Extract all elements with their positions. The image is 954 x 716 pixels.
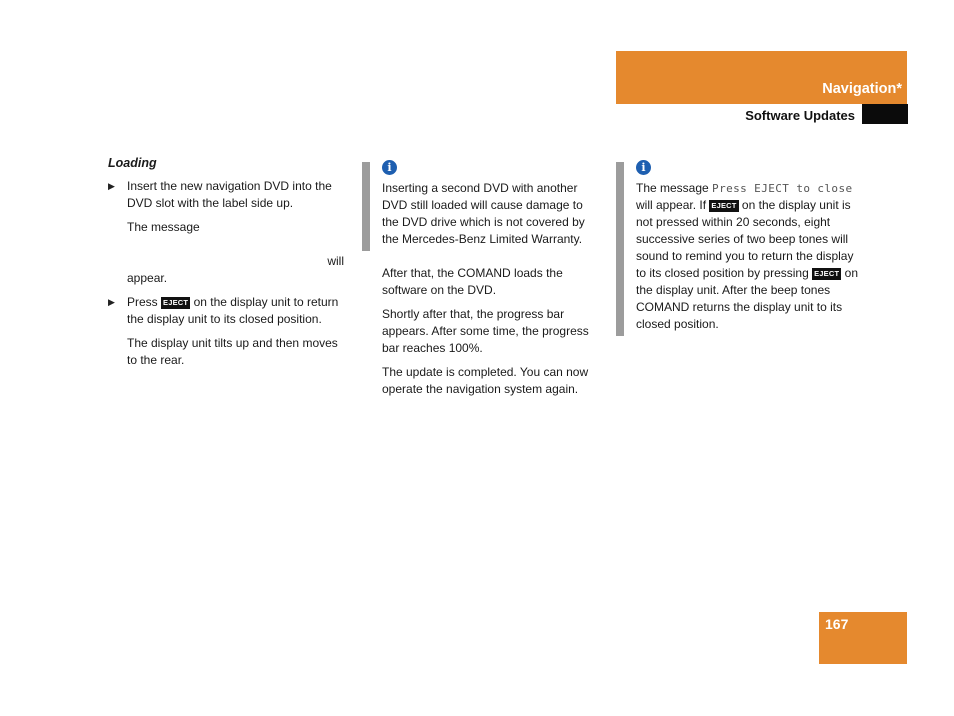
section-title: Navigation*: [822, 81, 902, 97]
note-prefix: The message: [127, 220, 200, 234]
paragraph-progress: Shortly after that, the progress bar appears. After some time, the progress bar reaches 100%.: [382, 307, 589, 355]
paragraph-loads: After that, the COMAND loads the software on the DVD.: [382, 266, 563, 297]
left-column: [108, 155, 344, 376]
paragraph-complete: The update is completed. You can now operate the navigation system again.: [382, 365, 589, 396]
info-text-1: will appear. If: [636, 198, 707, 212]
message-note: [108, 219, 344, 287]
note-appear: appear.: [127, 271, 168, 285]
step-press-eject: [108, 294, 344, 328]
page-number: 167: [825, 616, 849, 632]
arrow-bullet-icon: ▶: [108, 181, 115, 191]
step-prefix: Press: [127, 295, 158, 309]
step-text: [127, 294, 344, 328]
info-text-2: on the display unit is not pressed within 20 seconds, eight successive series of two beep tones will sound to remind you to return the display to its closed position by pressing: [636, 198, 854, 280]
arrow-bullet-icon: ▶: [108, 297, 115, 307]
info-text: [636, 180, 858, 333]
step-text: Insert the new navigation DVD into the DVD slot with the label side up.: [127, 179, 332, 210]
info-icon: i: [382, 160, 397, 175]
info-sidebar: [616, 162, 624, 336]
note-will: will: [327, 254, 344, 268]
warning-text: Inserting a second DVD with another DVD still loaded will cause damage to the DVD drive which is not covered by the Mercedes-Benz Limited Warranty.: [382, 181, 585, 246]
info-icon: i: [636, 160, 651, 175]
note-text: [127, 219, 344, 236]
loading-heading: Loading: [108, 156, 157, 170]
subsection-title: Software Updates: [745, 108, 855, 123]
info-sidebar: [362, 162, 370, 251]
header-marker: [862, 104, 908, 124]
step-insert-dvd: [108, 178, 344, 212]
right-column: [636, 180, 858, 333]
eject-key-icon: EJECT: [711, 201, 737, 210]
eject-key-icon: EJECT: [163, 298, 189, 307]
message-placeholder: [127, 236, 344, 253]
tilt-note: [108, 335, 344, 369]
middle-column: [382, 180, 602, 398]
step-suffix: on the display unit to return the display unit to its closed position.: [127, 295, 339, 326]
display-message: Press EJECT to close: [712, 182, 853, 195]
eject-key-icon: EJECT: [814, 269, 840, 278]
info-prefix: The message: [636, 181, 709, 195]
note-text: The display unit tilts up and then moves to the rear.: [127, 336, 338, 367]
info-text-3: on the display unit. After the beep tones COMAND returns the display unit to its closed position.: [636, 266, 858, 331]
